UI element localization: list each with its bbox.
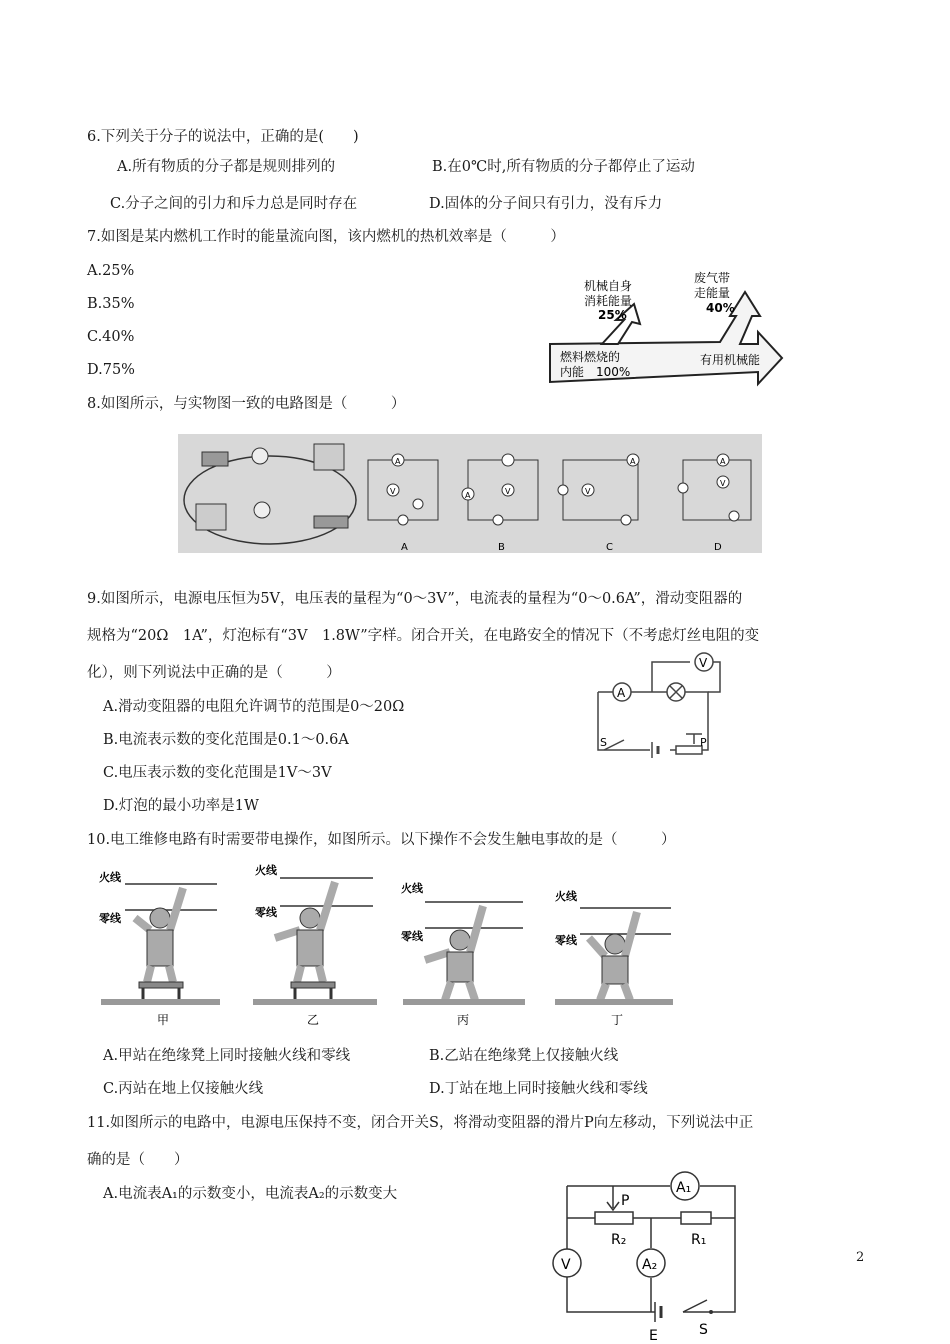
- q9-stem-line2: 规格为“20Ω 1A”，灯泡标有“3V 1.8W”字样。闭合开关，在电路安全的情况下（不考虑灯丝电阻的变: [87, 628, 760, 644]
- q6-option-c: C.分子之间的引力和斥力总是同时存在: [110, 196, 358, 212]
- q10-figure: [95, 858, 695, 1030]
- q9-option-c: C.电压表示数的变化范围是1V～3V: [103, 765, 332, 781]
- q7-option-b: B.35%: [87, 296, 135, 312]
- v-label: V: [561, 1257, 571, 1273]
- q10-option-b: B.乙站在绝缘凳上仅接触火线: [429, 1048, 619, 1064]
- switch-s: [683, 1300, 707, 1312]
- r1-resistor: [681, 1212, 711, 1224]
- q8-figure: [178, 434, 762, 553]
- mech-loss-line2: 消耗能量: [584, 294, 633, 308]
- person-ding: [555, 889, 673, 1027]
- label-c: C: [606, 542, 613, 553]
- p-label: P: [621, 1193, 630, 1209]
- e-label: E: [649, 1328, 658, 1344]
- a2-label: A₂: [642, 1257, 658, 1273]
- r1-label: R₁: [691, 1232, 707, 1248]
- neutral-wire-label-2: 零线: [255, 906, 277, 919]
- slider-letter: P: [700, 736, 707, 749]
- neutral-wire-label-4: 零线: [555, 934, 577, 947]
- label-b: B: [498, 542, 505, 553]
- switch-letter: S: [600, 736, 607, 749]
- meter-object: [314, 444, 344, 470]
- mech-loss-pct: 25%: [598, 308, 627, 322]
- q10-stem: 10.电工维修电路有时需要带电操作，如图所示。以下操作不会发生触电事故的是（ ）: [87, 832, 676, 848]
- neutral-wire-label-1: 零线: [99, 912, 121, 925]
- s-label: S: [699, 1322, 708, 1338]
- rheostat-symbol: [676, 746, 702, 754]
- q7-option-c: C.40%: [87, 329, 135, 345]
- q11-stem-line2: 确的是（ ）: [87, 1152, 189, 1168]
- live-wire-label-4: 火线: [555, 890, 577, 903]
- battery-object: [314, 516, 348, 528]
- switch-object: [202, 452, 228, 466]
- label-a: A: [401, 542, 408, 553]
- label-d: D: [714, 542, 722, 553]
- caption-bing: 丙: [457, 1013, 470, 1027]
- q7-option-d: D.75%: [87, 362, 135, 378]
- q9-option-d: D.灯泡的最小功率是1W: [103, 798, 259, 814]
- ammeter-letter: A: [617, 686, 626, 700]
- a-voltmeter: V: [390, 487, 396, 496]
- q11-option-a: A.电流表A₁的示数变小，电流表A₂的示数变大: [103, 1186, 398, 1202]
- q11-stem-line1: 11.如图所示的电路中，电源电压保持不变，闭合开关S，将滑动变阻器的滑片P向左移动，下列说法中正: [87, 1115, 754, 1131]
- exhaust-line1: 废气带: [694, 271, 731, 285]
- caption-yi: 乙: [307, 1013, 320, 1027]
- b-voltmeter: V: [505, 487, 511, 496]
- d-ammeter: A: [720, 457, 726, 466]
- r2-label: R₂: [611, 1232, 627, 1248]
- live-wire-label-1: 火线: [99, 871, 121, 884]
- q11-circuit: [545, 1172, 745, 1344]
- exhaust-line2: 走能量: [694, 286, 731, 300]
- q9-circuit: [590, 650, 725, 765]
- q10-option-c: C.丙站在地上仅接触火线: [103, 1081, 264, 1097]
- live-wire-label-2: 火线: [255, 864, 277, 877]
- a1-label: A₁: [676, 1180, 692, 1196]
- d-voltmeter: V: [720, 479, 726, 488]
- caption-ding: 丁: [611, 1013, 624, 1027]
- q7-stem: 7.如图是某内燃机工作时的能量流向图，该内燃机的热机效率是（ ）: [87, 229, 565, 245]
- q9-stem-line3: 化），则下列说法中正确的是（ ）: [87, 665, 341, 681]
- exhaust-pct: 40%: [706, 301, 735, 315]
- b-ammeter: A: [465, 491, 471, 500]
- c-voltmeter: V: [585, 487, 591, 496]
- q6-option-a: A.所有物质的分子都是规则排列的: [117, 159, 336, 175]
- q8-stem: 8.如图所示，与实物图一致的电路图是（ ）: [87, 396, 406, 412]
- live-wire-label-3: 火线: [401, 882, 423, 895]
- q10-option-d: D.丁站在地上同时接触火线和零线: [429, 1081, 648, 1097]
- useful-energy-label: 有用机械能: [700, 353, 761, 367]
- person-yi: [253, 863, 377, 1027]
- q6-option-b: B.在0℃时,所有物质的分子都停止了运动: [432, 159, 695, 175]
- r2-rheostat: [595, 1212, 633, 1224]
- q9-option-b: B.电流表示数的变化范围是0.1～0.6A: [103, 732, 349, 748]
- c-ammeter: A: [630, 457, 636, 466]
- q7-option-a: A.25%: [87, 263, 135, 279]
- switch-symbol: [604, 740, 624, 750]
- page-number: 2: [856, 1250, 865, 1265]
- neutral-wire-label-3: 零线: [401, 930, 423, 943]
- fuel-line1: 燃料燃烧的: [560, 350, 621, 364]
- mech-loss-line1: 机械自身: [584, 279, 633, 293]
- q9-stem-line1: 9.如图所示，电源电压恒为5V，电压表的量程为“0～3V”，电流表的量程为“0～0.6A”，滑动变阻器的: [87, 591, 743, 607]
- bulb-l1: [252, 448, 268, 464]
- person-bing: [401, 881, 525, 1027]
- q6-stem: 6.下列关于分子的说法中，正确的是( ): [87, 129, 359, 145]
- person-jia: [99, 870, 220, 1027]
- voltmeter-letter: V: [699, 656, 708, 670]
- fuel-line2: 内能 100%: [560, 365, 631, 379]
- q6-option-d: D.固体的分子间只有引力，没有斥力: [429, 196, 663, 212]
- energy-flow-diagram: [540, 262, 790, 397]
- q8-circuits: [178, 434, 762, 553]
- q10-option-a: A.甲站在绝缘凳上同时接触火线和零线: [103, 1048, 351, 1064]
- bulb-l2: [254, 502, 270, 518]
- a-ammeter: A: [395, 457, 401, 466]
- meter-object-2: [196, 504, 226, 530]
- q9-option-a: A.滑动变阻器的电阻允许调节的范围是0～20Ω: [103, 699, 405, 715]
- caption-jia: 甲: [157, 1013, 170, 1027]
